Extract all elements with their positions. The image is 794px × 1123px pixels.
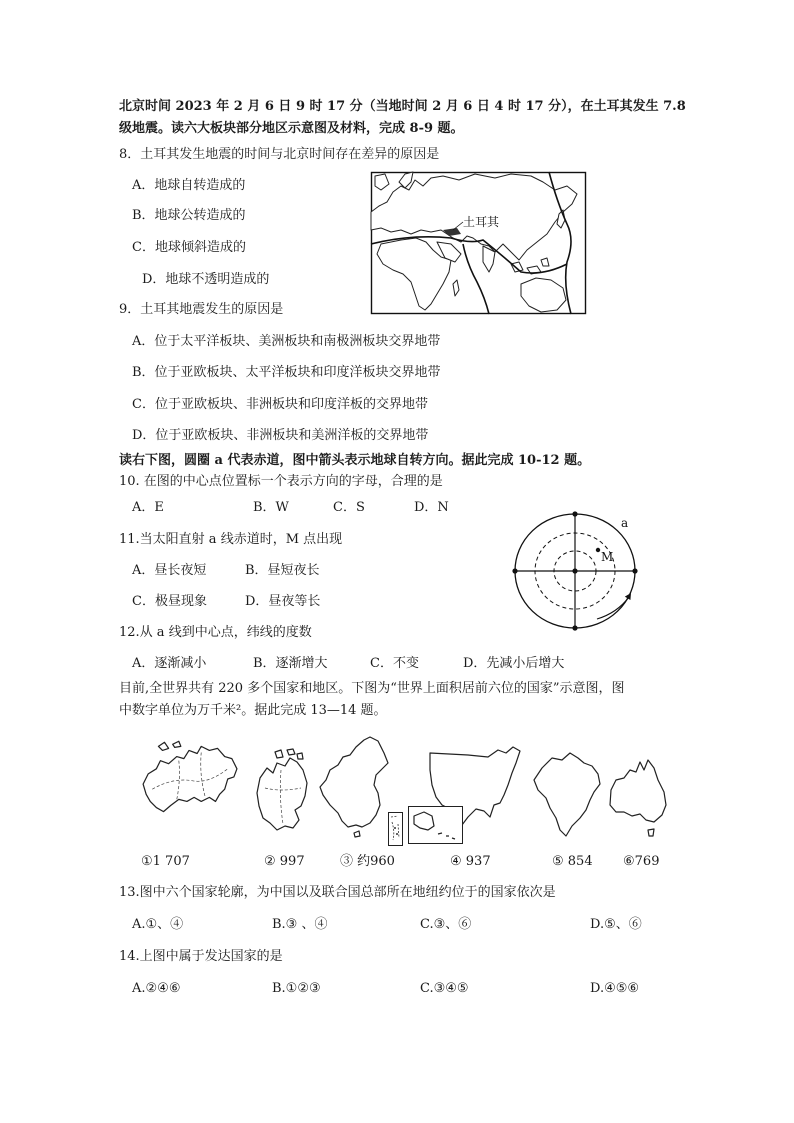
country-6-label: ⑥769 [623,854,660,869]
polar-diagram [505,505,645,635]
question-9-option-d: D．位于亚欧板块、非洲板块和美洲洋板的交界地带 [132,428,429,443]
country-6-outline [606,750,668,842]
question-11-option-a: A．昼长夜短 [132,563,207,578]
question-11-option-b: B．昼短夜长 [245,563,320,578]
question-12-option-d: D．先减小后增大 [463,656,565,671]
intro3-line-2: 中数字单位为万千米²。据此完成 13—14 题。 [119,703,387,718]
question-13-option-b: B.③ 、④ [272,917,328,932]
turkey-label: 土耳其 [463,215,500,229]
left-point [512,568,517,573]
top-point [572,511,577,516]
center-point [572,568,577,573]
question-8-option-c: C．地球倾斜造成的 [132,240,246,255]
right-point [632,568,637,573]
country-4-label: ④ 937 [450,854,491,869]
question-9-stem: 9．土耳其地震发生的原因是 [119,302,284,317]
question-11-option-d: D．昼夜等长 [245,594,321,609]
intro-line-1: 北京时间 2023 年 2 月 6 日 9 时 17 分（当地时间 2 月 6 日 4 时 17 分），在土耳其发生 7.8 [119,99,686,114]
label-m: M [601,550,614,564]
south-china-sea-inset [388,812,403,846]
intro-line-2: 级地震。读六大板块部分地区示意图及材料，完成 8-9 题。 [119,121,464,136]
point-m-dot [596,548,600,552]
question-10-stem: 10. 在图的中心点位置标一个表示方向的字母，合理的是 [119,474,443,489]
bottom-point [572,625,577,630]
alaska-hawaii-inset [408,806,463,844]
plate-map [371,172,586,314]
country-2-outline [255,748,310,836]
intro2-line: 读右下图，圆圈 a 代表赤道，图中箭头表示地球自转方向。据此完成 10-12 题。 [119,453,591,468]
country-3-label: ③ 约960 [340,854,395,869]
country-1-outline [138,738,240,820]
question-8-option-a: A．地球自转造成的 [132,178,246,193]
question-12-option-b: B．逐渐增大 [253,656,328,671]
question-14-option-d: D.④⑤⑥ [590,981,640,996]
question-11-option-c: C．极昼现象 [132,594,207,609]
intro3-line-1: 目前,全世界共有 220 多个国家和地区。下图为“世界上面积居前六位的国家”示意图，图 [119,681,625,696]
question-8-option-b: B．地球公转造成的 [132,208,246,223]
question-13-option-a: A.①、④ [132,917,184,932]
question-10-option-d: D．N [414,500,449,515]
country-3-outline [318,735,390,840]
question-9-option-a: A．位于太平洋板块、美洲板块和南极洲板块交界地带 [132,334,441,349]
question-14-stem: 14.上图中属于发达国家的是 [119,949,283,964]
country-5-outline [532,748,602,840]
question-13-stem: 13.图中六个国家轮廓，为中国以及联合国总部所在地纽约位于的国家依次是 [119,885,556,900]
question-13-option-c: C.③、⑥ [420,917,472,932]
country-1-label: ①1 707 [141,854,190,869]
question-9-option-c: C．位于亚欧板块、非洲板块和印度洋板的交界地带 [132,397,428,412]
question-14-option-b: B.①②③ [272,981,321,996]
question-12-option-c: C．不变 [370,656,419,671]
question-12-stem: 12.从 a 线到中心点，纬线的度数 [119,625,312,640]
question-13-option-d: D.⑤、⑥ [590,917,642,932]
country-5-label: ⑤ 854 [552,854,593,869]
question-8-stem: 8．土耳其发生地震的时间与北京时间存在差异的原因是 [119,147,440,162]
question-12-option-a: A．逐渐减小 [132,656,207,671]
question-8-option-d: D．地球不透明造成的 [142,272,270,287]
question-9-option-b: B．位于亚欧板块、太平洋板块和印度洋板块交界地带 [132,365,441,380]
question-14-option-c: C.③④⑤ [420,981,469,996]
question-10-option-a: A．E [132,500,164,515]
label-a: a [621,516,629,530]
question-14-option-a: A.②④⑥ [132,981,181,996]
question-11-stem: 11.当太阳直射 a 线赤道时，M 点出现 [119,532,343,547]
question-10-option-b: B．W [253,500,289,515]
question-10-option-c: C．S [333,500,365,515]
country-2-label: ② 997 [264,854,305,869]
